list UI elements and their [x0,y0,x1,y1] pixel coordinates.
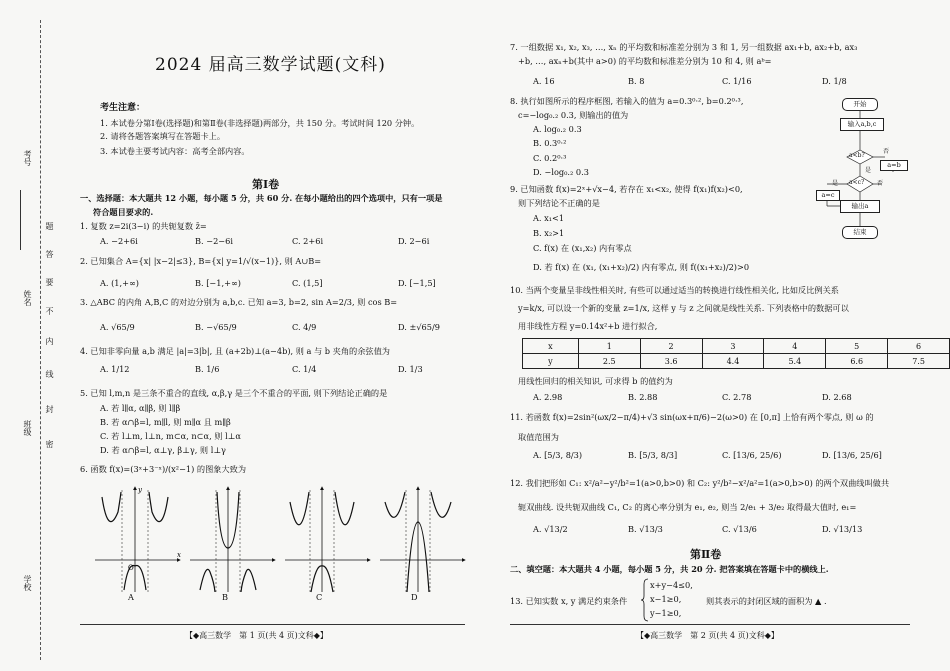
margin-xuexiao: 学校 [23,575,32,591]
table-cell: 5 [826,339,888,354]
q10-table [522,338,950,369]
q4-stem: 4. 已知非零向量 a,b 满足 |a|=3|b|, 且 (a+2b)⊥(a−4b), 则 a 与 b 夹角的余弦值为 [80,346,390,356]
table-cell: 2.5 [578,354,640,369]
q13-constraint: y−1≥0, [650,608,682,618]
graph-y-label: y [138,486,142,494]
q9-line2: 则下列结论不正确的是 [518,198,600,208]
graph-d [380,487,465,592]
q1-option: D. 2−6i [398,236,430,246]
seal-char: 封 [45,405,54,413]
q9-option: D. 若 f(x) 在 (x₁, (x₁+x₂)/2) 内有零点, 则 f((x₁+x₂)/2)>0 [533,262,750,272]
flow-input: 输入a,b,c [840,118,884,131]
q5-option: D. 若 α∩β=l, α⊥γ, β⊥γ, 则 l⊥γ [100,445,226,455]
seal-char: 答 [45,250,54,258]
q10-option: C. 2.78 [722,392,752,402]
table-cell: 5.4 [764,354,826,369]
q8-option: B. 0.3⁰·² [533,138,567,148]
graph-c [285,487,370,592]
flow-output: 输出a [840,200,880,213]
table-cell: 4.4 [702,354,764,369]
q3-option: D. ±√65/9 [398,322,440,332]
seal-char: 线 [45,370,54,378]
q8-line1: 8. 执行如图所示的程序框图, 若输入的值为 a=0.3⁰·², b=0.2⁰·³, [510,96,744,106]
q12-line1: 12. 我们把形如 C₁: x²/a²−y²/b²=1(a>0,b>0) 和 C₂: y²/b²−x²/a²=1(a>0,b>0) 的两个双曲线叫做共 [510,478,890,488]
q9-line1: 9. 已知函数 f(x)=2ˣ+√x−4, 若存在 x₁<x₂, 使得 f(x₁)f(x₂)<0, [510,184,743,194]
seal-char: 题 [45,222,54,230]
table-cell: y [523,354,579,369]
footer-left: 【◆高三数学 第 1 页(共 4 页)文科◆】 [185,631,328,640]
q8-option: C. 0.2⁰·³ [533,153,567,163]
flow-no-label: 否 [877,180,884,187]
q3-option: B. −√65/9 [195,322,237,332]
q6-option: A [128,592,134,602]
q12-line2: 轭双曲线. 设共轭双曲线 C₁, C₂ 的离心率分别为 e₁, e₂, 则当 2/e₁ + 3/e₂ 取得最大值时, e₁= [518,502,857,512]
flow-cond1: a<b? [849,152,865,159]
footer-rule [80,624,465,625]
table-cell: x [523,339,579,354]
table-cell: 3 [702,339,764,354]
part1-heading: 第Ⅰ卷 [252,178,280,191]
q9-option: B. x₂>1 [533,228,565,238]
notice-item: 2. 请将各题答案填写在答题卡上。 [100,131,226,141]
q11-option: A. [5/3, 8/3) [533,450,583,460]
q1-option: C. 2+6i [292,236,324,246]
table-row [523,339,950,354]
notice-item: 3. 本试卷主要考试内容：高考全部内容。 [100,146,250,156]
q13-stem: 13. 已知实数 x, y 满足约束条件 [510,596,628,606]
section1-line1: 一、选择题：本大题共 12 小题，每小题 5 分，共 60 分. 在每小题给出的四个选项中，只有一项是 [80,193,443,203]
q12-option: A. √13/2 [533,524,568,534]
q8-line2: c=−log₀.₂ 0.3, 则输出的值为 [518,110,629,120]
q6-graphs [90,482,470,602]
q6-stem: 6. 函数 f(x)=(3ˣ+3⁻ˣ)/(x²−1) 的图象大致为 [80,464,247,474]
graph-a [95,487,180,592]
graph-origin: O [128,564,134,572]
q6-option: D [411,592,418,602]
q7-line2: +b, …, axₙ+b(其中 a>0) 的平均数和标准差分别为 10 和 4, 则 aᵇ= [518,56,772,66]
flow-yes-label: 是 [865,167,872,174]
q9-option: C. f(x) 在 (x₁,x₂) 内有零点 [533,243,632,253]
table-cell: 3.6 [640,354,702,369]
table-cell: 6 [888,339,950,354]
q10-line1: 10. 当两个变量呈非线性相关时, 有些可以通过适当的转换进行线性相关化, 比如反比例关系 [510,285,839,295]
table-cell: 2 [640,339,702,354]
q12-option: D. √13/13 [822,524,863,534]
q6-option: C [316,592,323,602]
q4-option: A. 1/12 [100,364,130,374]
notice-item: 1. 本试卷分第Ⅰ卷(选择题)和第Ⅱ卷(非选择题)两部分，共 150 分。考试时间 120 分钟。 [100,118,420,128]
q7-option: A. 16 [533,76,555,86]
q13-brace [641,578,649,622]
q5-option: B. 若 α∩β=l, m∥l, 则 m∥α 且 m∥β [100,417,231,427]
q10-line2: y=k/x, 可以设一个新的变量 z=1/x, 这样 y 与 z 之间就是线性关系. 下列表格中的数据可以 [518,303,849,313]
section2-text: 二、填空题：本大题共 4 小题，每小题 5 分，共 20 分. 把答案填在答题卡中的横线上. [510,564,829,574]
q12-option: B. √13/3 [628,524,663,534]
margin-xingming: 姓名 [23,290,32,306]
q7-option: B. 8 [628,76,645,86]
q7-option: C. 1/16 [722,76,752,86]
table-cell: 7.5 [888,354,950,369]
flow-cond2: a<c? [849,179,865,186]
q7-option: D. 1/8 [822,76,847,86]
q13-constraint: x+y−4≤0, [650,580,693,590]
q9-option: A. x₁<1 [533,213,565,223]
q10-line3: 用非线性方程 y=0.14x²+b 进行拟合, [518,321,658,331]
q7-line1: 7. 一组数据 x₁, x₂, x₃, …, xₙ 的平均数和标准差分别为 3 和 1, 另一组数据 ax₁+b, ax₂+b, ax₃ [510,42,858,52]
q6-option: B [222,592,229,602]
q11-option: C. [13/6, 25/6) [722,450,782,460]
q1-option: A. −2+6i [100,236,138,246]
exam-title: 2024 届高三数学试题(文科) [155,55,386,75]
q1-option: B. −2−6i [195,236,233,246]
q2-option: D. [−1,5] [398,278,436,288]
q5-option: A. 若 l∥α, α∥β, 则 l∥β [100,403,181,413]
margin-underline [20,190,21,250]
flow-assign2: a=c [816,190,840,201]
q8-option: A. log₀.₂ 0.3 [533,124,582,134]
q10-line4: 用线性回归的相关知识, 可求得 b 的值约为 [518,376,673,386]
q2-stem: 2. 已知集合 A={x| |x−2|≤3}, B={x| y=1/√(x−1)}, 则 A∪B= [80,256,322,266]
table-row [523,354,950,369]
q3-option: A. √65/9 [100,322,135,332]
section1-line2: 符合题目要求的. [93,207,154,217]
q4-option: B. 1/6 [195,364,220,374]
q5-option: C. 若 l⊥m, l⊥n, m⊂α, n⊂α, 则 l⊥α [100,431,241,441]
margin-banji: 班级 [23,420,32,436]
seal-char: 不 [45,307,54,315]
q10-option: B. 2.88 [628,392,658,402]
seal-char: 要 [45,278,54,286]
table-cell: 1 [578,339,640,354]
binding-line [40,20,41,660]
q10-option: D. 2.68 [822,392,852,402]
q13-constraint: x−1≥0, [650,594,682,604]
q2-option: B. [−1,+∞) [195,278,241,288]
margin-kaohao: 考号 [23,150,32,166]
q10-option: A. 2.98 [533,392,563,402]
flow-no-label: 否 [883,148,890,155]
flow-start: 开始 [842,98,878,111]
footer-right: 【◆高三数学 第 2 页(共 4 页)文科◆】 [636,631,779,640]
q11-line2: 取值范围为 [518,432,559,442]
seal-char: 密 [45,440,54,448]
q5-stem: 5. 已知 l,m,n 是三条不重合的直线, α,β,γ 是三个不重合的平面, 则下列结论正确的是 [80,388,388,398]
q11-option: D. [13/6, 25/6] [822,450,882,460]
q2-option: C. (1,5] [292,278,323,288]
table-cell: 6.6 [826,354,888,369]
q4-option: D. 1/3 [398,364,423,374]
q3-option: C. 4/9 [292,322,317,332]
q13-tail: 则其表示的封闭区域的面积为 ▲ . [706,596,827,606]
notice-heading: 考生注意： [100,103,146,113]
q8-option: D. −log₀.₂ 0.3 [533,167,589,177]
flow-assign1: a=b [880,160,908,171]
flow-yes-label: 是 [832,180,839,187]
footer-rule [510,624,910,625]
table-cell: 4 [764,339,826,354]
q11-option: B. [5/3, 8/3] [628,450,678,460]
part2-heading: 第Ⅱ卷 [690,548,722,561]
seal-char: 内 [45,337,54,345]
q1-stem: 1. 复数 z=2i(3−i) 的共轭复数 z̄= [80,221,207,231]
graph-x-label: x [177,551,181,559]
q3-stem: 3. △ABC 的内角 A,B,C 的对边分别为 a,b,c. 已知 a=3, b=2, sin A=2/3, 则 cos B= [80,297,398,307]
q2-option: A. (1,+∞) [100,278,139,288]
q4-option: C. 1/4 [292,364,317,374]
q11-line1: 11. 若函数 f(x)=2sin²(ωx/2−π/4)+√3 sin(ωx+π/6)−2(ω>0) 在 [0,π] 上恰有两个零点, 则 ω 的 [510,412,874,422]
graph-b [190,487,275,592]
q12-option: C. √13/6 [722,524,757,534]
flow-end: 结束 [842,226,878,239]
